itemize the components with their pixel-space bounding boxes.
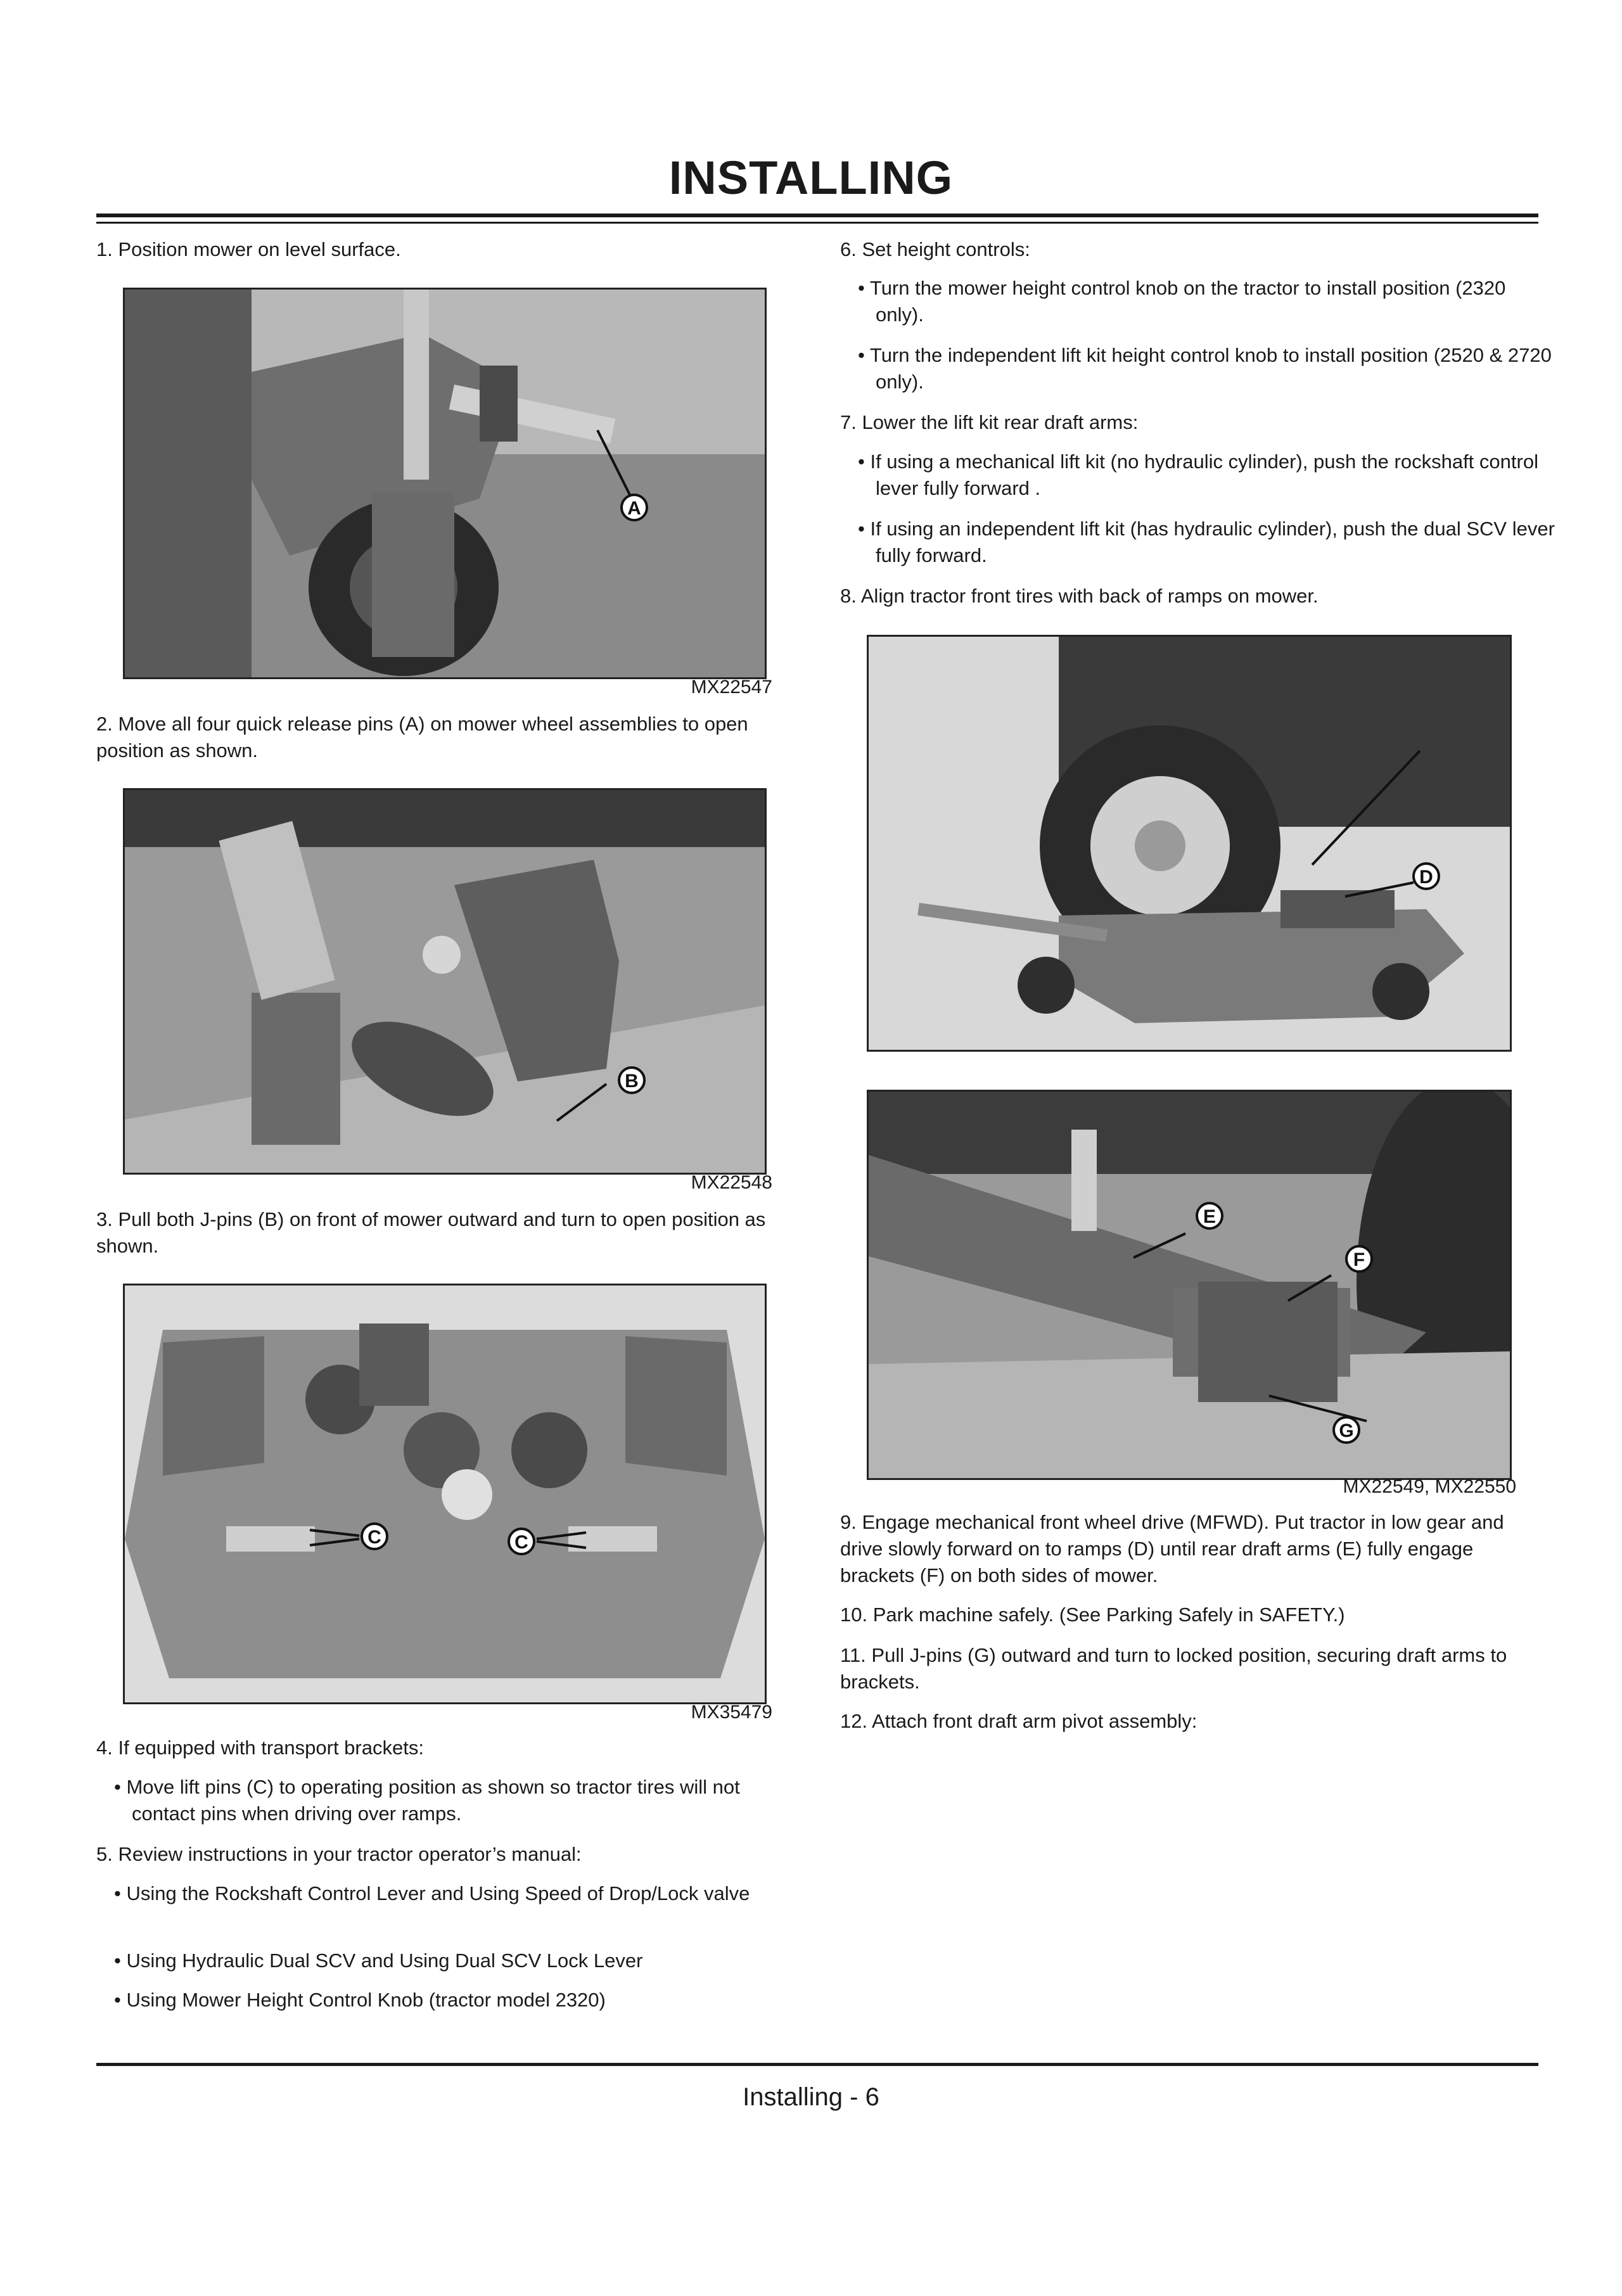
step-2: 2. Move all four quick release pins (A) on mower wheel assemblies to open position as shown. [96, 713, 748, 762]
callout-f: F [1353, 1249, 1365, 1270]
photo-j-pin [123, 788, 767, 1175]
photo-wheel-pin [123, 288, 767, 679]
figure-caption-2: MX22548 [691, 1172, 772, 1193]
step-6-bullet-1: • Turn the mower height control knob on the tractor to install position (2320 only). [858, 277, 1506, 326]
step-3: 3. Pull both J-pins (B) on front of mower outward and turn to open position as shown. [96, 1208, 766, 1257]
photo-tractor-ramps [867, 635, 1512, 1052]
callout-d: D [1419, 867, 1433, 888]
step-1: 1. Position mower on level surface. [96, 238, 401, 260]
callout-a: A [627, 498, 641, 519]
callout-g: G [1339, 1420, 1354, 1441]
step-5-bullet-2: • Using Hydraulic Dual SCV and Using Dual SCV Lock Lever [114, 1949, 643, 1972]
header-rule-thin [96, 222, 1538, 224]
figure-caption-3: MX35479 [691, 1702, 772, 1723]
callout-b: B [625, 1071, 639, 1092]
step-5-bullet-3: • Using Mower Height Control Knob (tractor model 2320) [114, 1989, 606, 2011]
photo-draft-arm [867, 1090, 1512, 1480]
step-10: 10. Park machine safely. (See Parking Safely in SAFETY.) [840, 1604, 1345, 1626]
step-7-bullet-2: • If using an independent lift kit (has hydraulic cylinder), push the dual SCV lever fully forward. [858, 518, 1555, 566]
page-title: INSTALLING [668, 151, 954, 204]
step-7-bullet-1: • If using a mechanical lift kit (no hydraulic cylinder), push the rockshaft control lever fully forward . [858, 450, 1538, 499]
step-6-bullet-2: • Turn the independent lift kit height control knob to install position (2520 & 2720 only). [858, 344, 1552, 393]
step-6: 6. Set height controls: [840, 238, 1030, 260]
figure-caption-1: MX22547 [691, 677, 772, 698]
step-4: 4. If equipped with transport brackets: [96, 1737, 424, 1759]
callout-c-left: C [367, 1527, 381, 1548]
step-5-bullet-1: • Using the Rockshaft Control Lever and Using Speed of Drop/Lock valve [114, 1882, 750, 1904]
callout-c-right: C [514, 1532, 528, 1553]
photo-mower-deck [123, 1284, 767, 1704]
figure-caption-45: MX22549, MX22550 [1343, 1476, 1516, 1497]
step-11: 11. Pull J-pins (G) outward and turn to locked position, securing draft arms to brackets. [840, 1644, 1507, 1693]
step-12: 12. Attach front draft arm pivot assembly: [840, 1710, 1197, 1732]
page-footer: Installing - 6 [743, 2083, 879, 2111]
step-8: 8. Align tractor front tires with back of ramps on mower. [840, 585, 1319, 607]
step-4-bullet: • Move lift pins (C) to operating position as shown so tractor tires will not contact pins when driving over ramps. [114, 1776, 740, 1825]
header-rule [96, 214, 1538, 217]
step-7: 7. Lower the lift kit rear draft arms: [840, 411, 1139, 433]
step-5: 5. Review instructions in your tractor operator’s manual: [96, 1843, 582, 1865]
step-9: 9. Engage mechanical front wheel drive (MFWD). Put tractor in low gear and drive slowly forward on to ramps (D) until rear draft arms (E) fully engage brackets (F) on both sides of mower. [840, 1511, 1504, 1586]
footer-rule [96, 2063, 1538, 2066]
callout-e: E [1203, 1206, 1216, 1227]
